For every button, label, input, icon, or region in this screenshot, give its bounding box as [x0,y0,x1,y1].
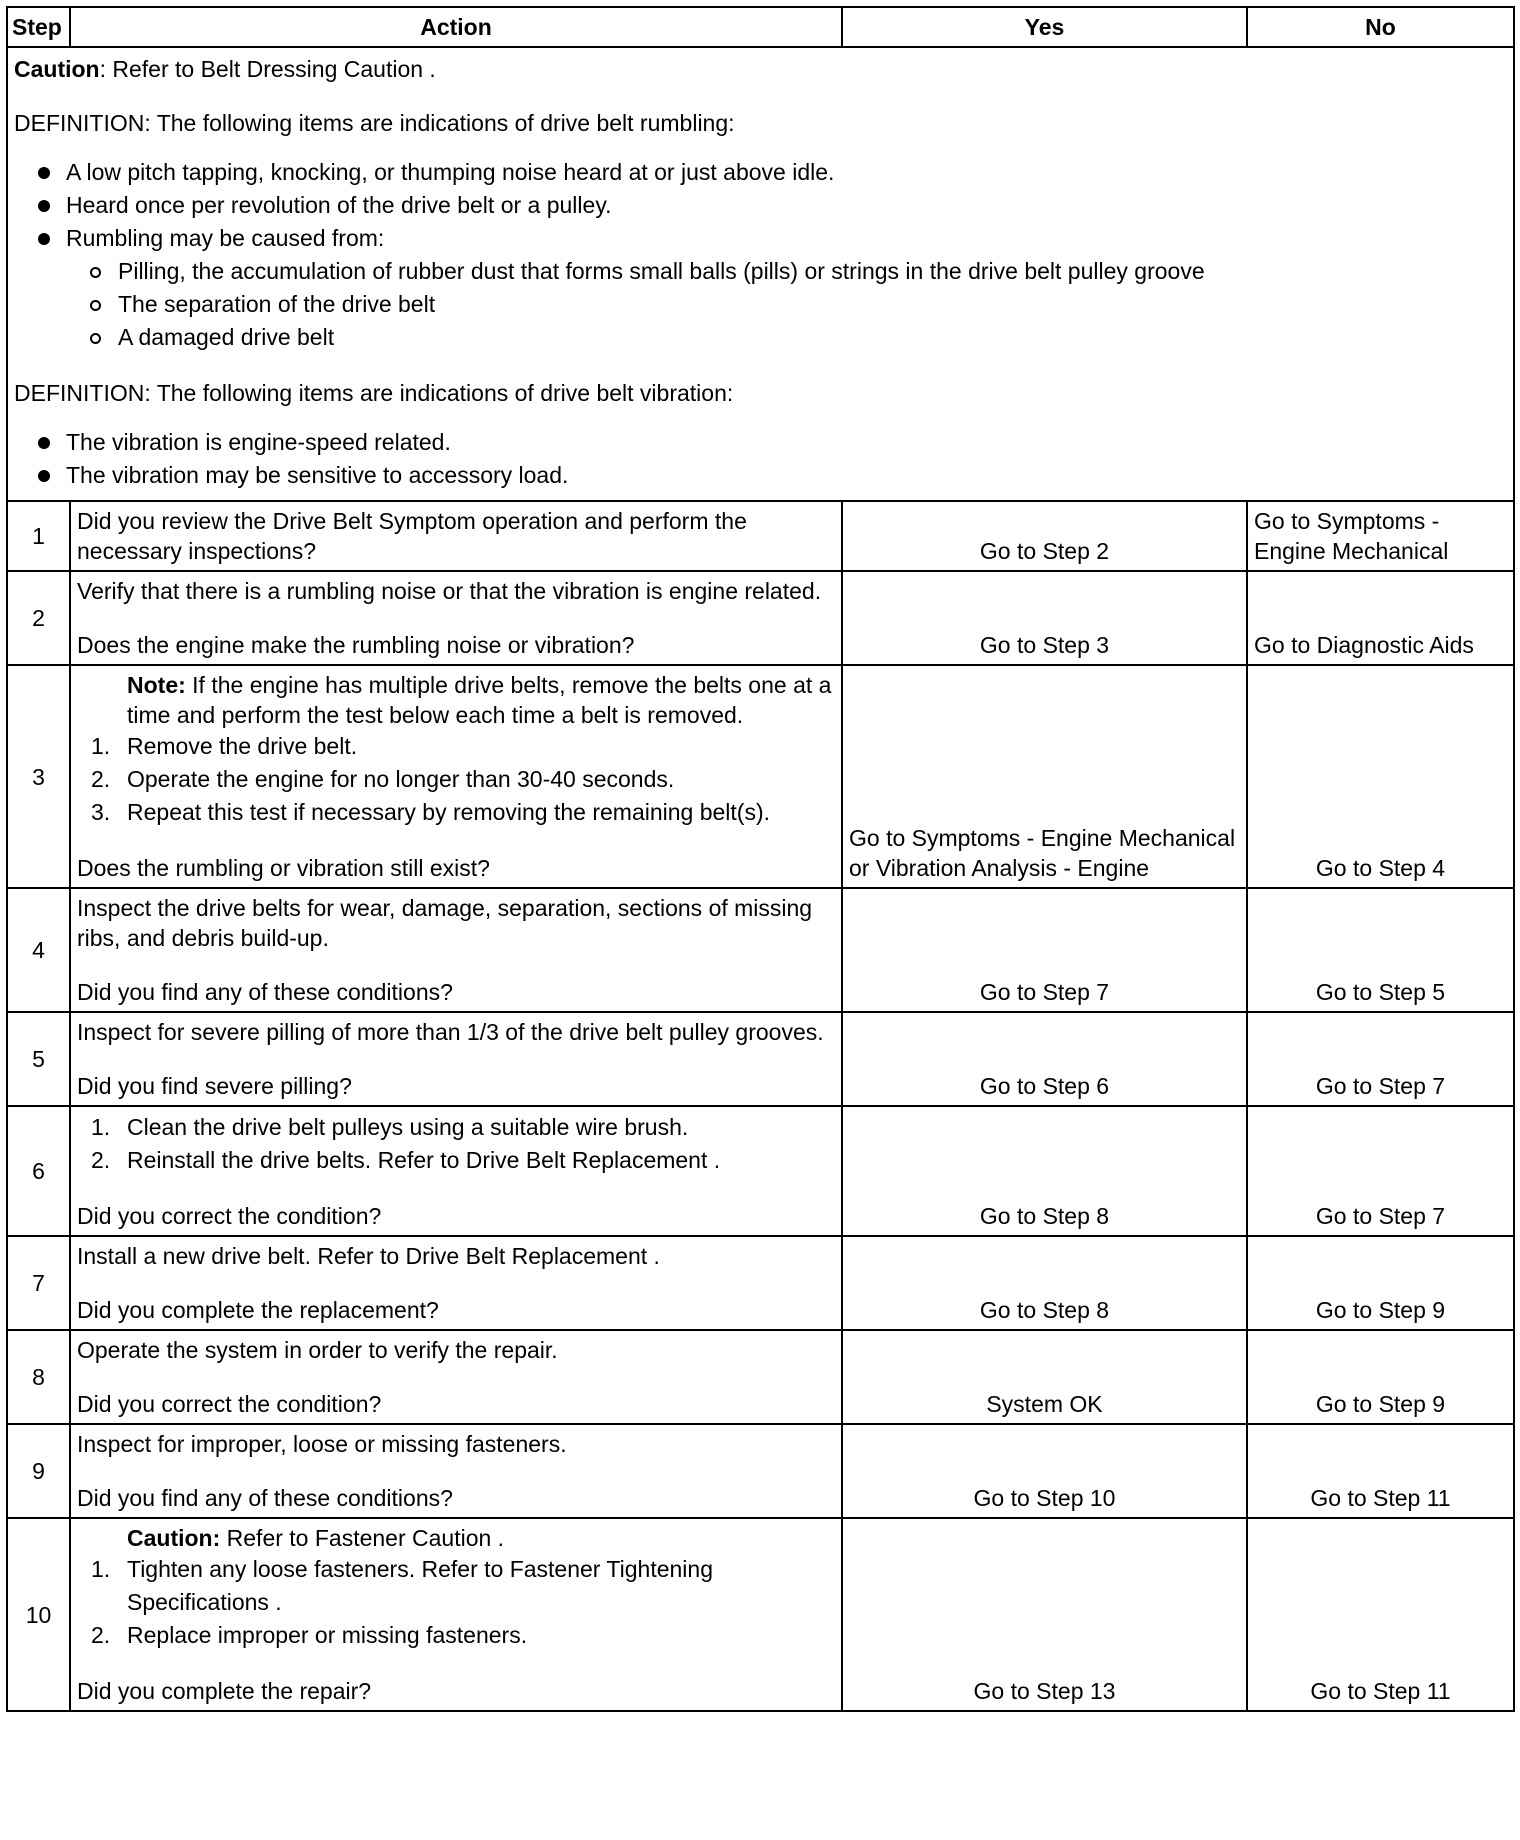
step-note [77,670,835,730]
list-item [77,796,835,829]
step-number: 5 [7,1012,70,1106]
step-no: Go to Step 11 [1247,1424,1514,1518]
step-text: Operate the system in order to verify the repair. [77,1337,558,1363]
table-row [7,1012,1514,1106]
step-yes: Go to Step 6 [842,1012,1247,1106]
step-text: Inspect the drive belts for wear, damage, separation, sections of missing ribs, and debris build-up. [77,895,813,951]
vibration-list [14,426,1507,492]
list-item: The separation of the drive belt [90,288,1507,321]
step-text: Did you review the Drive Belt Symptom operation and perform the necessary inspections? [77,508,747,564]
diagnostic-table [6,6,1515,1712]
step-number: 7 [7,1236,70,1330]
step-yes: System OK [842,1330,1247,1424]
step-action [70,1424,842,1518]
step-action [70,1330,842,1424]
step-action [70,571,842,665]
step-number: 8 [7,1330,70,1424]
list-item: Heard once per revolution of the drive belt or a pulley. [38,189,1507,222]
item-text: Operate the engine for no longer than 30-40 seconds. [127,766,675,792]
procedure-list [77,730,835,829]
item-text: Repeat this test if necessary by removing the remaining belt(s). [127,799,771,825]
step-no: Go to Symptoms - Engine Mechanical [1247,501,1514,571]
step-yes: Go to Step 10 [842,1424,1247,1518]
item-text: Clean the drive belt pulleys using a suitable wire brush. [127,1114,689,1140]
list-item-text: Rumbling may be caused from: [66,225,385,251]
step-action [70,665,842,888]
step-number: 4 [7,888,70,1012]
step-yes: Go to Step 7 [842,888,1247,1012]
table-row [7,1518,1514,1711]
list-item: A damaged drive belt [90,321,1507,354]
step-number: 3 [7,665,70,888]
item-number: 2. [91,766,111,792]
step-yes: Go to Step 8 [842,1236,1247,1330]
list-item [77,763,835,796]
step-yes: Go to Step 3 [842,571,1247,665]
step-no: Go to Step 11 [1247,1518,1514,1711]
list-item: The vibration is engine-speed related. [38,426,1507,459]
step-number: 9 [7,1424,70,1518]
step-action [70,1518,842,1711]
step-no: Go to Step 9 [1247,1236,1514,1330]
definition-vibration: DEFINITION: The following items are indications of drive belt vibration: [14,380,734,406]
note-label: Caution: [127,1525,221,1551]
table-row [7,1236,1514,1330]
step-yes: Go to Step 2 [842,501,1247,571]
rumbling-list [14,156,1507,354]
step-question: Does the rumbling or vibration still exist? [77,855,490,881]
step-question: Did you find any of these conditions? [77,979,453,1005]
step-note [77,1523,835,1553]
table-row [7,888,1514,1012]
step-action [70,1106,842,1236]
table-row [7,501,1514,571]
step-question: Did you find any of these conditions? [77,1485,453,1511]
step-text: Inspect for improper, loose or missing fasteners. [77,1431,567,1457]
step-question: Does the engine make the rumbling noise or vibration? [77,632,635,658]
step-no: Go to Step 9 [1247,1330,1514,1424]
step-number: 2 [7,571,70,665]
step-number: 1 [7,501,70,571]
step-action [70,1236,842,1330]
list-item [38,222,1507,354]
step-text: Verify that there is a rumbling noise or that the vibration is engine related. [77,578,822,604]
list-item [77,730,835,763]
item-text: Remove the drive belt. [127,733,358,759]
header-row [7,7,1514,47]
step-question: Did you correct the condition? [77,1391,382,1417]
procedure-list [77,1553,835,1652]
step-text: Inspect for severe pilling of more than 1/3 of the drive belt pulley grooves. [77,1019,824,1045]
step-yes: Go to Symptoms - Engine Mechanical or Vibration Analysis - Engine [842,665,1247,888]
header-step: Step [7,7,70,47]
step-no: Go to Step 4 [1247,665,1514,888]
step-no: Go to Step 5 [1247,888,1514,1012]
definition-rumbling: DEFINITION: The following items are indications of drive belt rumbling: [14,110,735,136]
table-row [7,1330,1514,1424]
item-number: 1. [91,1556,111,1582]
item-number: 1. [91,733,111,759]
step-question: Did you complete the repair? [77,1678,372,1704]
step-text: Install a new drive belt. Refer to Drive Belt Replacement . [77,1243,660,1269]
step-question: Did you find severe pilling? [77,1073,352,1099]
procedure-list [77,1111,835,1177]
step-yes: Go to Step 13 [842,1518,1247,1711]
note-text: Refer to Fastener Caution . [220,1525,505,1551]
list-item [77,1553,835,1619]
caution-label: Caution [14,56,100,82]
list-item: The vibration may be sensitive to accessory load. [38,459,1507,492]
note-text: If the engine has multiple drive belts, remove the belts one at a time and perform the test below each time a belt is removed. [127,672,832,728]
table-row [7,665,1514,888]
item-text: Tighten any loose fasteners. Refer to Fastener Tightening Specifications . [127,1556,713,1615]
table-row [7,571,1514,665]
step-no: Go to Diagnostic Aids [1247,571,1514,665]
header-action: Action [70,7,842,47]
list-item [77,1619,835,1652]
item-text: Reinstall the drive belts. Refer to Drive Belt Replacement . [127,1147,721,1173]
list-item: A low pitch tapping, knocking, or thumping noise heard at or just above idle. [38,156,1507,189]
item-text: Replace improper or missing fasteners. [127,1622,528,1648]
caution-line [14,54,1507,84]
step-number: 6 [7,1106,70,1236]
note-label: Note: [127,672,186,698]
item-number: 1. [91,1114,111,1140]
step-no: Go to Step 7 [1247,1106,1514,1236]
header-yes: Yes [842,7,1247,47]
step-action [70,501,842,571]
step-action [70,888,842,1012]
list-item: Pilling, the accumulation of rubber dust that forms small balls (pills) or strings in the drive belt pulley groove [90,255,1507,288]
intro-row [7,47,1514,501]
step-question: Did you correct the condition? [77,1203,382,1229]
rumbling-causes-list [66,255,1507,354]
item-number: 3. [91,799,111,825]
item-number: 2. [91,1147,111,1173]
list-item [77,1111,835,1144]
step-number: 10 [7,1518,70,1711]
intro-cell [7,47,1514,501]
header-no: No [1247,7,1514,47]
list-item [77,1144,835,1177]
step-action [70,1012,842,1106]
step-question: Did you complete the replacement? [77,1297,439,1323]
table-row [7,1106,1514,1236]
item-number: 2. [91,1622,111,1648]
table-row [7,1424,1514,1518]
step-no: Go to Step 7 [1247,1012,1514,1106]
caution-text: : Refer to Belt Dressing Caution . [99,56,436,82]
step-yes: Go to Step 8 [842,1106,1247,1236]
